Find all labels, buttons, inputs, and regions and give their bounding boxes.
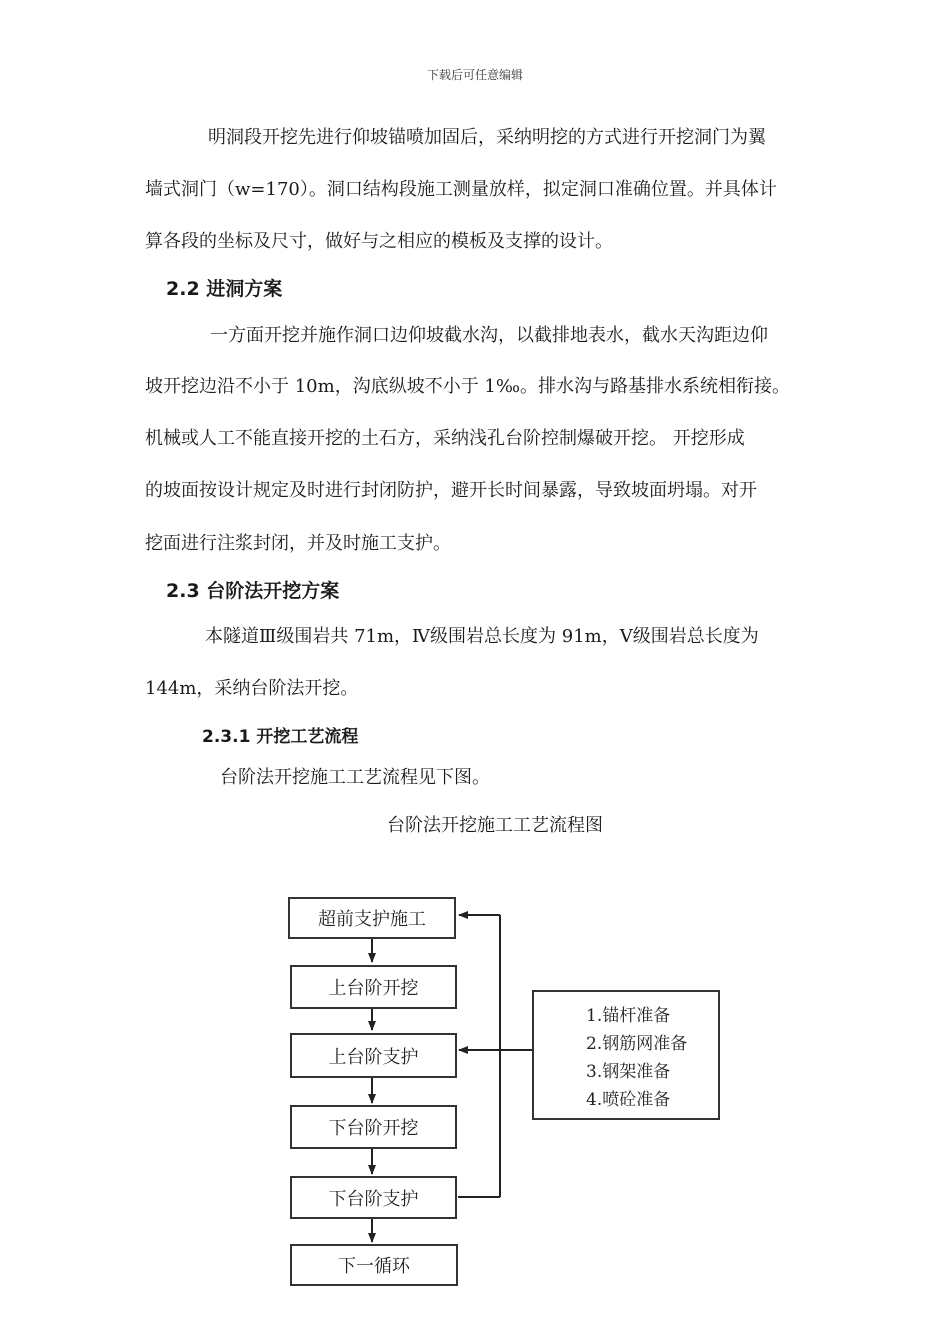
para2-line5: 挖面进行注浆封闭，并及时施工支护。 bbox=[145, 533, 451, 554]
flow-prep-box bbox=[532, 990, 720, 1120]
para3-line2: 144m，采纳台阶法开挖。 bbox=[145, 678, 359, 699]
heading-2-2: 2.2 进洞方案 bbox=[166, 278, 283, 300]
para2-line3: 机械或人工不能直接开挖的土石方，采纳浅孔台阶控制爆破开挖。 开挖形成 bbox=[145, 428, 745, 449]
prep-item-steel-frame: 3.钢架准备 bbox=[586, 1062, 671, 1082]
flow-step-lower-excavation: 下台阶开挖 bbox=[290, 1105, 457, 1149]
prep-item-bolt: 1.锚杆准备 bbox=[586, 1006, 671, 1026]
para1-line3: 算各段的坐标及尺寸，做好与之相应的模板及支撑的设计。 bbox=[145, 231, 613, 252]
flow-step-advance-support: 超前支护施工 bbox=[288, 897, 456, 939]
para2-line2: 坡开挖边沿不小于 10m，沟底纵坡不小于 1‰。排水沟与路基排水系统相衔接。 bbox=[145, 376, 791, 397]
figure-caption: 台阶法开挖施工工艺流程图 bbox=[387, 815, 603, 836]
heading-2-3: 2.3 台阶法开挖方案 bbox=[166, 580, 340, 602]
para1-line2: 墙式洞门（w=170）。洞口结构段施工测量放样，拟定洞口准确位置。并具体计 bbox=[145, 179, 777, 200]
para3-line1: 本隧道Ⅲ级围岩共 71m，Ⅳ级围岩总长度为 91m，Ⅴ级围岩总长度为 bbox=[205, 626, 759, 647]
para2-line1: 一方面开挖并施作洞口边仰坡截水沟，以截排地表水，截水天沟距边仰 bbox=[210, 325, 768, 346]
para4: 台阶法开挖施工工艺流程见下图。 bbox=[220, 767, 490, 788]
flow-step-upper-excavation: 上台阶开挖 bbox=[290, 965, 457, 1009]
prep-item-mesh: 2.钢筋网准备 bbox=[586, 1034, 688, 1054]
prep-item-shotcrete: 4.喷砼准备 bbox=[586, 1090, 671, 1110]
flow-step-next-cycle: 下一循环 bbox=[290, 1244, 458, 1286]
para1-line1: 明洞段开挖先进行仰坡锚喷加固后，采纳明挖的方式进行开挖洞门为翼 bbox=[208, 127, 766, 148]
heading-2-3-1: 2.3.1 开挖工艺流程 bbox=[202, 727, 359, 747]
flow-step-lower-support: 下台阶支护 bbox=[290, 1176, 457, 1219]
para2-line4: 的坡面按设计规定及时进行封闭防护，避开长时间暴露，导致坡面坍塌。对开 bbox=[145, 480, 757, 501]
flow-step-upper-support: 上台阶支护 bbox=[290, 1033, 457, 1078]
page-header: 下载后可任意编辑 bbox=[426, 68, 523, 82]
